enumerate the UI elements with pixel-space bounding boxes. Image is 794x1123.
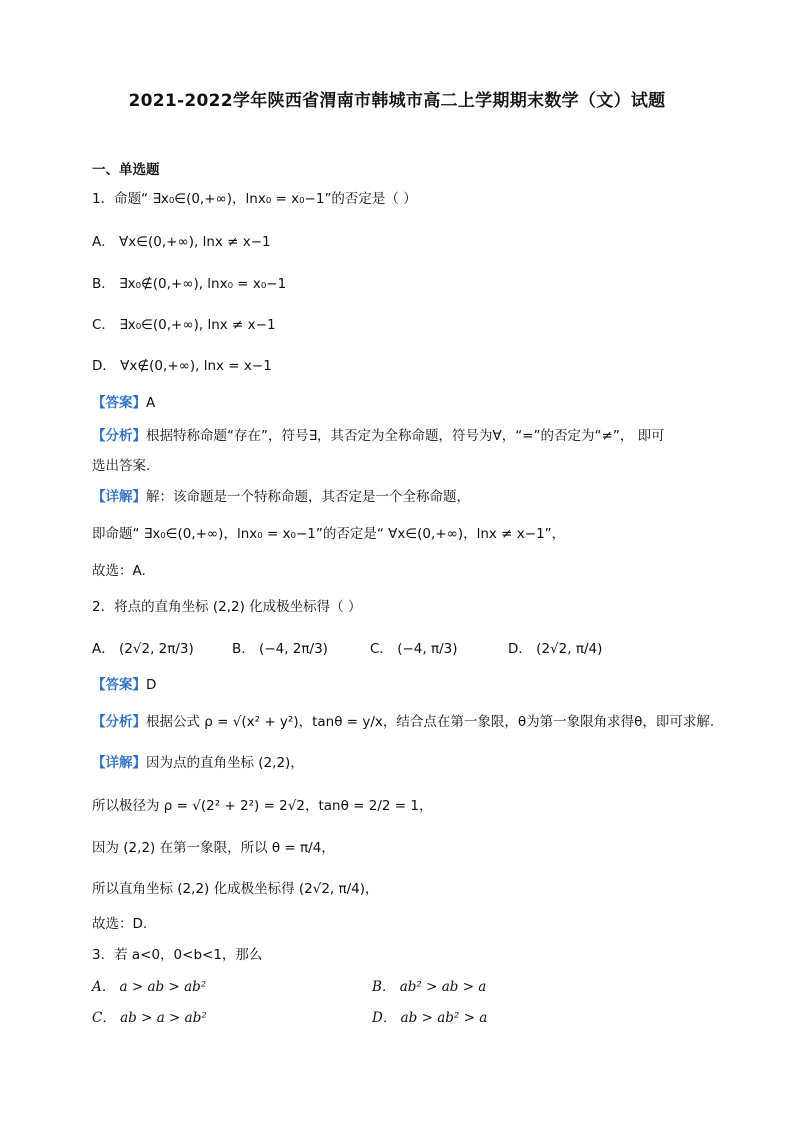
question-3-option-b: B． ab² > ab > a: [372, 979, 487, 995]
analysis-text: 根据公式 ρ = √(x² + y²)，tanθ = y/x，结合点在第一象限，θ为第一象限角求得θ，即可求解.: [146, 714, 715, 730]
question-1-conclusion: 故选：A.: [92, 563, 146, 579]
question-2-detail-3: 因为 (2,2) 在第一象限，所以 θ = π/4，: [92, 840, 335, 856]
detail-tag: 【详解】: [92, 489, 146, 505]
question-3-option-a: A． a > ab > ab²: [92, 979, 207, 995]
question-1-detail: [92, 487, 470, 507]
question-1-option-a: A． ∀x∈(0,+∞), lnx ≠ x−1: [92, 234, 271, 250]
answer-value: D: [146, 677, 157, 693]
question-1-option-b: B． ∃x₀∉(0,+∞), lnx₀ = x₀−1: [92, 276, 287, 292]
question-2-detail-2: 所以极径为 ρ = √(2² + 2²) = 2√2，tanθ = 2/2 = 1，: [92, 798, 433, 814]
question-1-detail-2: 即命题“ ∃x₀∈(0,+∞)，lnx₀ = x₀−1”的否定是“ ∀x∈(0,+∞)，lnx ≠ x−1”，: [92, 526, 566, 542]
question-2-answer: [92, 675, 156, 695]
question-2-detail: [92, 753, 304, 773]
answer-tag: 【答案】: [92, 677, 146, 693]
analysis-tag: 【分析】: [92, 714, 146, 730]
question-3-stem: 3．若 a<0，0<b<1，那么: [92, 947, 263, 963]
question-2-detail-4: 所以直角坐标 (2,2) 化成极坐标得 (2√2, π/4)，: [92, 881, 379, 897]
question-1-stem: 1．命题“ ∃x₀∈(0,+∞)，lnx₀ = x₀−1”的否定是（ ）: [92, 191, 417, 207]
detail-text: 因为点的直角坐标 (2,2)，: [146, 755, 304, 771]
detail-tag: 【详解】: [92, 755, 146, 771]
analysis-tag: 【分析】: [92, 428, 146, 444]
detail-text: 解：该命题是一个特称命题，其否定是一个全称命题，: [146, 489, 470, 505]
answer-value: A: [146, 395, 156, 411]
question-2-option-b: B． (−4, 2π/3): [232, 641, 328, 657]
question-2-conclusion: 故选：D.: [92, 916, 148, 932]
question-3-option-d: D． ab > ab² > a: [372, 1010, 488, 1026]
question-1-answer: [92, 393, 155, 413]
question-2-analysis: [92, 712, 714, 732]
question-1-analysis: [92, 426, 665, 446]
question-1-option-d: D． ∀x∉(0,+∞), lnx = x−1: [92, 358, 272, 374]
answer-tag: 【答案】: [92, 395, 146, 411]
section-heading: 一、单选题: [92, 162, 160, 178]
question-2-option-a: A． (2√2, 2π/3): [92, 641, 194, 657]
question-2-stem: 2．将点的直角坐标 (2,2) 化成极坐标得（ ）: [92, 599, 362, 615]
question-1-analysis-cont: 选出答案.: [92, 458, 151, 474]
page-title: 2021-2022学年陕西省渭南市韩城市高二上学期期末数学（文）试题: [128, 91, 666, 111]
analysis-text: 根据特称命题“存在”，符号∃，其否定为全称命题，符号为∀，“=”的否定为“≠”， 即可: [146, 428, 665, 444]
question-1-option-c: C． ∃x₀∈(0,+∞), lnx ≠ x−1: [92, 317, 276, 333]
question-3-option-c: C． ab > a > ab²: [92, 1010, 207, 1026]
question-2-option-d: D． (2√2, π/4): [508, 641, 603, 657]
question-2-option-c: C． (−4, π/3): [370, 641, 458, 657]
